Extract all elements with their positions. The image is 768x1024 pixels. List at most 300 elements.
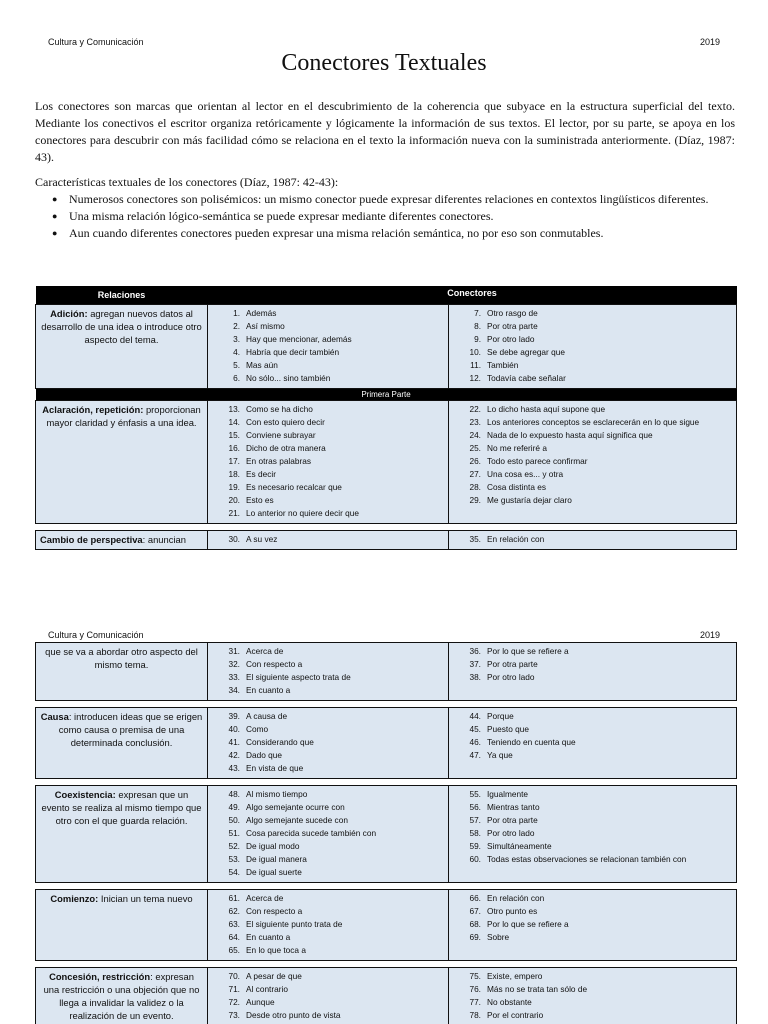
connector-text: A pesar de que bbox=[246, 971, 302, 981]
connector-list bbox=[208, 305, 449, 389]
characteristics-section bbox=[35, 174, 735, 242]
page-header-2 bbox=[48, 630, 720, 640]
list-item bbox=[469, 736, 734, 749]
connector-text: Acerca de bbox=[246, 646, 284, 656]
page-header bbox=[48, 37, 720, 47]
list-item bbox=[228, 455, 446, 468]
list-item bbox=[469, 333, 734, 346]
connector-number: 46. bbox=[469, 737, 481, 747]
connector-text: En vista de que bbox=[246, 763, 304, 773]
connector-number: 78. bbox=[469, 1010, 481, 1020]
relation-label bbox=[36, 708, 208, 779]
list-item bbox=[469, 307, 734, 320]
list-item bbox=[228, 372, 446, 385]
list-item bbox=[469, 905, 734, 918]
connector-number: 39. bbox=[228, 711, 240, 721]
connector-list bbox=[208, 643, 449, 701]
connector-text: Por otro lado bbox=[487, 828, 535, 838]
connector-number: 48. bbox=[228, 789, 240, 799]
list-item bbox=[469, 320, 734, 333]
list-item bbox=[228, 1009, 446, 1022]
connector-number: 6. bbox=[233, 373, 240, 383]
connector-text: Es decir bbox=[246, 469, 276, 479]
connector-number: 72. bbox=[228, 997, 240, 1007]
connector-number: 52. bbox=[228, 841, 240, 851]
gap-cell bbox=[36, 701, 737, 708]
list-item bbox=[228, 853, 446, 866]
connector-number: 69. bbox=[469, 932, 481, 942]
connector-text: Por otro lado bbox=[487, 672, 535, 682]
relation-description: que se va a abordar otro aspecto del mismo tema. bbox=[45, 646, 198, 670]
list-item bbox=[469, 442, 734, 455]
list-item bbox=[469, 494, 734, 507]
connector-text: A causa de bbox=[246, 711, 288, 721]
list-item bbox=[228, 996, 446, 1009]
connector-number: 60. bbox=[469, 854, 481, 864]
connector-number: 9. bbox=[474, 334, 481, 344]
list-item bbox=[469, 983, 734, 996]
connector-number: 32. bbox=[228, 659, 240, 669]
list-item bbox=[469, 918, 734, 931]
connector-text: Puesto que bbox=[487, 724, 529, 734]
gap-cell bbox=[36, 961, 737, 968]
connector-text: En relación con bbox=[487, 893, 545, 903]
connector-number: 7. bbox=[474, 308, 481, 318]
table-body bbox=[36, 643, 737, 1024]
connector-number: 36. bbox=[469, 646, 481, 656]
connector-number: 44. bbox=[469, 711, 481, 721]
header-conectores: Conectores bbox=[208, 286, 737, 305]
connector-number: 73. bbox=[228, 1010, 240, 1020]
list-item bbox=[228, 918, 446, 931]
connector-text: Con respecto a bbox=[246, 906, 303, 916]
connector-text: Nada de lo expuesto hasta aquí significa que bbox=[487, 430, 653, 440]
connector-number: 57. bbox=[469, 815, 481, 825]
list-item bbox=[228, 866, 446, 879]
gap-cell bbox=[36, 779, 737, 786]
connector-text: Todas estas observaciones se relacionan también con bbox=[487, 854, 687, 864]
connector-number: 38. bbox=[469, 672, 481, 682]
connector-text: Por otro lado bbox=[487, 334, 535, 344]
connector-number: 64. bbox=[228, 932, 240, 942]
connector-number: 40. bbox=[228, 724, 240, 734]
connector-text: Cosa distinta es bbox=[487, 482, 547, 492]
connector-text: Como se ha dicho bbox=[246, 404, 313, 414]
connector-list bbox=[449, 890, 737, 961]
relation-label bbox=[36, 968, 208, 1024]
connector-number: 1. bbox=[233, 308, 240, 318]
list-item bbox=[228, 905, 446, 918]
connector-text: Aunque bbox=[246, 997, 275, 1007]
characteristics-title: Características textuales de los conectores (Díaz, 1987: 42-43): bbox=[35, 175, 339, 189]
connector-number: 15. bbox=[228, 430, 240, 440]
connector-list bbox=[208, 968, 449, 1024]
list-item bbox=[228, 671, 446, 684]
connector-text: No me referiré a bbox=[487, 443, 547, 453]
connector-text: Otro rasgo de bbox=[487, 308, 538, 318]
list-item bbox=[469, 892, 734, 905]
relation-name: Comienzo: bbox=[50, 893, 99, 904]
list-item bbox=[228, 359, 446, 372]
relation-name: Concesión, restricción bbox=[49, 971, 151, 982]
relation-label bbox=[36, 401, 208, 524]
gap-cell bbox=[36, 883, 737, 890]
connector-list bbox=[208, 708, 449, 779]
connector-text: Por el contrario bbox=[487, 1010, 544, 1020]
list-item bbox=[469, 840, 734, 853]
connector-list bbox=[449, 531, 737, 550]
relation-description: agregan nuevos datos al desarrollo de una idea o introduce otro aspecto del tema. bbox=[41, 308, 202, 345]
connector-number: 23. bbox=[469, 417, 481, 427]
connector-number: 16. bbox=[228, 443, 240, 453]
list-item bbox=[228, 788, 446, 801]
relation-name: Cambio de perspectiva bbox=[40, 534, 143, 545]
connector-text: Todo esto parece confirmar bbox=[487, 456, 588, 466]
header-relaciones: Relaciones bbox=[36, 286, 208, 305]
connector-number: 2. bbox=[233, 321, 240, 331]
list-item bbox=[469, 801, 734, 814]
list-item bbox=[228, 931, 446, 944]
connector-text: Lo anterior no quiere decir que bbox=[246, 508, 360, 518]
connector-text: En relación con bbox=[487, 534, 545, 544]
connector-number: 53. bbox=[228, 854, 240, 864]
connector-number: 49. bbox=[228, 802, 240, 812]
connector-text: Por otra parte bbox=[487, 659, 538, 669]
connector-text: Todavía cabe señalar bbox=[487, 373, 566, 383]
connector-number: 70. bbox=[228, 971, 240, 981]
list-item bbox=[228, 827, 446, 840]
connector-text: Por otra parte bbox=[487, 321, 538, 331]
connector-number: 51. bbox=[228, 828, 240, 838]
connector-number: 41. bbox=[228, 737, 240, 747]
page-title: Conectores Textuales bbox=[281, 50, 487, 76]
row-gap bbox=[36, 524, 737, 531]
relation-label bbox=[36, 531, 208, 550]
connector-text: Porque bbox=[487, 711, 514, 721]
connector-number: 59. bbox=[469, 841, 481, 851]
connector-number: 66. bbox=[469, 893, 481, 903]
connector-text: Algo semejante ocurre con bbox=[246, 802, 345, 812]
relation-label bbox=[36, 786, 208, 883]
list-item: ● Aun cuando diferentes conectores pueden expresar una misma relación semántica, no por eso son conmutables. bbox=[69, 225, 735, 242]
connector-list bbox=[449, 968, 737, 1024]
connector-text: Los anteriores conceptos se esclarecerán en lo que sigue bbox=[487, 417, 700, 427]
list-item bbox=[228, 333, 446, 346]
list-item bbox=[228, 533, 446, 546]
list-item bbox=[228, 736, 446, 749]
connector-number: 31. bbox=[228, 646, 240, 656]
connector-text: En lo que toca a bbox=[246, 945, 306, 955]
connector-text: Una cosa es... y otra bbox=[487, 469, 564, 479]
connector-text: Dicho de otra manera bbox=[246, 443, 326, 453]
relation-name: Causa bbox=[40, 711, 69, 722]
connector-text: Conviene subrayar bbox=[246, 430, 316, 440]
connector-text: A su vez bbox=[246, 534, 278, 544]
connector-text: Existe, empero bbox=[487, 971, 543, 981]
connector-number: 42. bbox=[228, 750, 240, 760]
connector-text: Así mismo bbox=[246, 321, 285, 331]
connector-number: 77. bbox=[469, 997, 481, 1007]
list-item bbox=[228, 840, 446, 853]
list-item bbox=[228, 749, 446, 762]
list-item bbox=[469, 403, 734, 416]
list-item bbox=[228, 658, 446, 671]
connector-text: De igual modo bbox=[246, 841, 300, 851]
connector-number: 71. bbox=[228, 984, 240, 994]
connector-number: 14. bbox=[228, 417, 240, 427]
list-item: ● Una misma relación lógico-semántica se puede expresar mediante diferentes conectores. bbox=[69, 208, 735, 225]
connector-number: 68. bbox=[469, 919, 481, 929]
connector-text: Me gustaría dejar claro bbox=[487, 495, 572, 505]
relation-description: proporcionan mayor claridad y énfasis a una idea. bbox=[46, 404, 201, 428]
connector-text: Simultáneamente bbox=[487, 841, 552, 851]
connector-number: 17. bbox=[228, 456, 240, 466]
connector-text: Con esto quiero decir bbox=[246, 417, 325, 427]
connector-number: 45. bbox=[469, 724, 481, 734]
list-item bbox=[228, 983, 446, 996]
list-item bbox=[469, 658, 734, 671]
relation-label bbox=[36, 890, 208, 961]
connector-number: 35. bbox=[469, 534, 481, 544]
connector-list bbox=[449, 305, 737, 389]
table-row bbox=[36, 643, 737, 701]
gap-cell bbox=[36, 524, 737, 531]
connector-list bbox=[449, 786, 737, 883]
connector-number: 10. bbox=[469, 347, 481, 357]
connector-number: 19. bbox=[228, 482, 240, 492]
list-item: ● Numerosos conectores son polisémicos: un mismo conector puede expresar diferentes relaciones en contextos lingüísticos diferentes. bbox=[69, 191, 735, 208]
list-item bbox=[228, 346, 446, 359]
list-item bbox=[469, 533, 734, 546]
list-item bbox=[228, 403, 446, 416]
list-item bbox=[228, 762, 446, 775]
row-gap bbox=[36, 701, 737, 708]
connector-number: 18. bbox=[228, 469, 240, 479]
characteristics-list bbox=[69, 191, 735, 242]
row-gap bbox=[36, 883, 737, 890]
list-item bbox=[469, 970, 734, 983]
header-year: 2019 bbox=[699, 37, 720, 47]
connector-number: 29. bbox=[469, 495, 481, 505]
header-course: Cultura y Comunicación bbox=[48, 37, 144, 47]
list-item bbox=[228, 801, 446, 814]
connector-text: Dado que bbox=[246, 750, 282, 760]
connector-number: 50. bbox=[228, 815, 240, 825]
list-item bbox=[469, 1009, 734, 1022]
list-item bbox=[228, 494, 446, 507]
relation-label bbox=[36, 643, 208, 701]
header-year: 2019 bbox=[699, 630, 720, 640]
list-item bbox=[469, 671, 734, 684]
connector-text: El siguiente aspecto trata de bbox=[246, 672, 351, 682]
table-row bbox=[36, 531, 737, 550]
table-row bbox=[36, 305, 737, 389]
connector-list bbox=[208, 401, 449, 524]
connector-text: En otras palabras bbox=[246, 456, 312, 466]
primera-parte-row bbox=[36, 389, 737, 401]
connector-list bbox=[208, 890, 449, 961]
connector-text: Al contrario bbox=[246, 984, 288, 994]
connector-text: Algo semejante sucede con bbox=[246, 815, 348, 825]
list-item bbox=[469, 468, 734, 481]
connector-number: 30. bbox=[228, 534, 240, 544]
relation-description: : introducen ideas que se erigen como causa o premisa de una determinada conclusión. bbox=[58, 711, 203, 748]
connector-number: 24. bbox=[469, 430, 481, 440]
relation-label bbox=[36, 305, 208, 389]
connector-text: Acerca de bbox=[246, 893, 284, 903]
connector-number: 33. bbox=[228, 672, 240, 682]
connector-text: Por lo que se refiere a bbox=[487, 646, 569, 656]
connector-text: Esto es bbox=[246, 495, 274, 505]
connector-number: 20. bbox=[228, 495, 240, 505]
connector-number: 11. bbox=[470, 360, 481, 370]
row-gap bbox=[36, 779, 737, 786]
list-item bbox=[228, 944, 446, 957]
list-item bbox=[228, 416, 446, 429]
list-item bbox=[228, 710, 446, 723]
list-item bbox=[469, 996, 734, 1009]
connectors-table-part2 bbox=[35, 642, 737, 1024]
connector-text: Habría que decir también bbox=[246, 347, 340, 357]
connector-list bbox=[449, 643, 737, 701]
connector-text: Es necesario recalcar que bbox=[246, 482, 342, 492]
row-gap bbox=[36, 961, 737, 968]
primera-parte-cell: Primera Parte bbox=[36, 389, 737, 401]
connector-text: Cosa parecida sucede también con bbox=[246, 828, 377, 838]
list-item bbox=[469, 749, 734, 762]
list-item bbox=[469, 931, 734, 944]
connector-text: Más no se trata tan sólo de bbox=[487, 984, 588, 994]
connector-text: Otro punto es bbox=[487, 906, 538, 916]
connector-number: 47. bbox=[469, 750, 481, 760]
list-item bbox=[469, 814, 734, 827]
connector-number: 3. bbox=[233, 334, 240, 344]
connector-number: 43. bbox=[228, 763, 240, 773]
connector-text: No sólo... sino también bbox=[246, 373, 331, 383]
connector-number: 13. bbox=[228, 404, 240, 414]
list-item bbox=[228, 684, 446, 697]
list-item bbox=[228, 645, 446, 658]
list-item bbox=[228, 723, 446, 736]
list-item bbox=[469, 455, 734, 468]
connector-text: Ya que bbox=[487, 750, 513, 760]
list-item bbox=[228, 507, 446, 520]
table-body bbox=[36, 305, 737, 550]
connector-text: No obstante bbox=[487, 997, 532, 1007]
connector-text: En cuanto a bbox=[246, 685, 291, 695]
connector-number: 22. bbox=[469, 404, 481, 414]
relation-description: Inician un tema nuevo bbox=[98, 893, 193, 904]
connector-number: 12. bbox=[469, 373, 481, 383]
connector-number: 58. bbox=[469, 828, 481, 838]
connector-text: Mas aún bbox=[246, 360, 278, 370]
list-item bbox=[469, 481, 734, 494]
list-item bbox=[469, 723, 734, 736]
list-item bbox=[228, 814, 446, 827]
table-row bbox=[36, 786, 737, 883]
list-item bbox=[469, 359, 734, 372]
connector-list bbox=[449, 708, 737, 779]
table-row bbox=[36, 968, 737, 1024]
list-item bbox=[469, 429, 734, 442]
connector-text: De igual suerte bbox=[246, 867, 302, 877]
connector-text: Igualmente bbox=[487, 789, 529, 799]
list-item bbox=[228, 307, 446, 320]
connector-number: 37. bbox=[469, 659, 481, 669]
list-item bbox=[228, 970, 446, 983]
connector-text: El siguiente punto trata de bbox=[246, 919, 343, 929]
connector-number: 65. bbox=[228, 945, 240, 955]
connector-number: 27. bbox=[469, 469, 481, 479]
list-item bbox=[469, 788, 734, 801]
connector-text: Considerando que bbox=[246, 737, 314, 747]
header-course: Cultura y Comunicación bbox=[48, 630, 144, 640]
connector-list bbox=[449, 401, 737, 524]
relation-description: : expresan una restricción o una objeción que no llega a invalidar la validez o la realización de un evento. bbox=[43, 971, 200, 1021]
connector-number: 54. bbox=[228, 867, 240, 877]
connector-number: 8. bbox=[474, 321, 481, 331]
connector-text: Se debe agregar que bbox=[487, 347, 565, 357]
connector-text: Además bbox=[246, 308, 277, 318]
connector-text: Por lo que se refiere a bbox=[487, 919, 569, 929]
connector-list bbox=[208, 786, 449, 883]
connector-text: También bbox=[487, 360, 519, 370]
connector-text: Sobre bbox=[487, 932, 510, 942]
table-header bbox=[36, 286, 737, 305]
list-item bbox=[228, 429, 446, 442]
connector-text: Desde otro punto de vista bbox=[246, 1010, 341, 1020]
connector-number: 75. bbox=[469, 971, 481, 981]
connector-number: 56. bbox=[469, 802, 481, 812]
connector-text: Lo dicho hasta aquí supone que bbox=[487, 404, 606, 414]
connector-list bbox=[208, 531, 449, 550]
connector-text: Teniendo en cuenta que bbox=[487, 737, 576, 747]
list-item bbox=[469, 710, 734, 723]
connector-number: 5. bbox=[233, 360, 240, 370]
table-row bbox=[36, 401, 737, 524]
table-row bbox=[36, 890, 737, 961]
list-item bbox=[228, 468, 446, 481]
relation-description: expresan que un evento se realiza al mismo tiempo que otro con el que guarda relación. bbox=[41, 789, 202, 826]
list-item bbox=[228, 320, 446, 333]
connector-number: 63. bbox=[228, 919, 240, 929]
connector-text: Por otra parte bbox=[487, 815, 538, 825]
connector-number: 61. bbox=[228, 893, 240, 903]
connector-number: 67. bbox=[469, 906, 481, 916]
relation-name: Aclaración, repetición: bbox=[42, 404, 144, 415]
connector-number: 76. bbox=[469, 984, 481, 994]
relation-description: : anuncian bbox=[142, 534, 186, 545]
list-item bbox=[469, 346, 734, 359]
list-item bbox=[469, 827, 734, 840]
connector-number: 21. bbox=[228, 508, 240, 518]
list-item bbox=[469, 645, 734, 658]
connector-number: 4. bbox=[233, 347, 240, 357]
connector-text: De igual manera bbox=[246, 854, 307, 864]
intro-paragraph: Los conectores son marcas que orientan al lector en el descubrimiento de la coherencia que subyace en la estructura superficial del texto. Mediante los conectivos el escritor organiza retóricamente y lógicamente la información de sus textos. El lector, por su parte, se apoya en los conectores para descubrir con más facilidad cómo se relaciona en el texto la información nueva con la suministrada anteriormente. (Díaz, 1987: 43). bbox=[35, 99, 735, 164]
connector-number: 62. bbox=[228, 906, 240, 916]
connector-text: Al mismo tiempo bbox=[246, 789, 308, 799]
list-item bbox=[469, 372, 734, 385]
relation-name: Adición: bbox=[50, 308, 88, 319]
list-item bbox=[228, 442, 446, 455]
connector-number: 55. bbox=[469, 789, 481, 799]
connector-text: Con respecto a bbox=[246, 659, 303, 669]
connector-text: Como bbox=[246, 724, 269, 734]
connectors-table-part1 bbox=[35, 286, 737, 550]
connector-number: 34. bbox=[228, 685, 240, 695]
table-row bbox=[36, 708, 737, 779]
